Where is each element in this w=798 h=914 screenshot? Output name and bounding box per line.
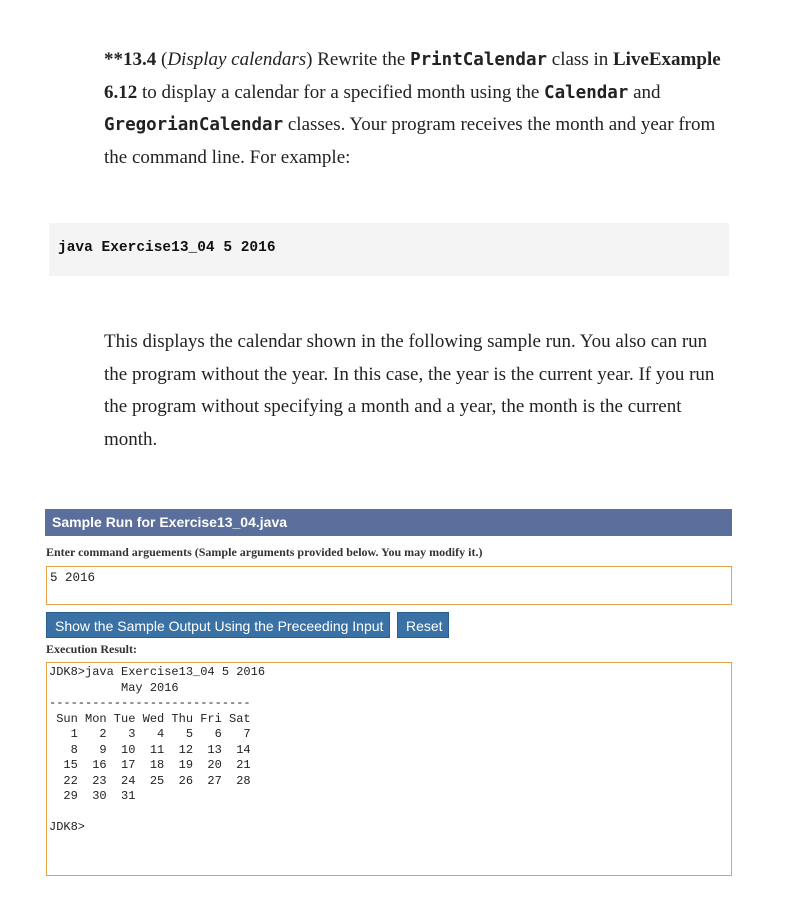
command-example-box [49,223,729,276]
description-paragraph: This displays the calendar shown in the following sample run. You also can run the program without the year. In this case, the year is the current year. If you run the program without specifying a month and a year, the month is the current month. [104,331,715,450]
exercise-topic: Display calendars [167,49,307,70]
exercise-text: and [628,81,661,103]
calendar-class-code: Calendar [544,82,629,103]
exercise-text: to display a calendar for a specified month using the [137,81,545,103]
gregorian-class-code: GregorianCalendar [104,115,284,135]
exercise-description: **13.4 (Display calendars) Rewrite the PrintCalendar class in LiveExample 6.12 to display a calendar for a specified month using the Calendar and GregorianCalendar classes. Your program receives the month and year from the command line. For example: [104,49,721,168]
args-label: Enter command arguements (Sample arguments provided below. You may modify it.) [46,545,483,559]
exercise-number: **13.4 [104,49,157,70]
reference-link: LiveExample 6.12 [104,49,721,103]
command-example: java Exercise13_04 5 2016 [58,240,276,256]
execution-output: JDK8>java Exercise13_04 5 2016 May 2016 ---------------------------- Sun Mon Tue Wed Thu Fri Sat 1 2 3 4 5 6 7 8 9 10 11 12 13 14 15 16 17 18 19 20 21 22 23 24 25 26 27 28 29 30 31 JDK8> [46,662,732,876]
class-name-code: PrintCalendar [410,50,548,70]
args-input[interactable] [46,566,732,605]
show-output-button[interactable]: Show the Sample Output Using the Preceeding Input [46,612,390,638]
exercise-text: Rewrite the [312,49,411,70]
reset-button[interactable]: Reset [397,612,449,638]
execution-result-label: Execution Result: [46,642,137,656]
exercise-text: classes. Your program receives the month and year from the command line. For example: [104,114,716,168]
sample-run-header: Sample Run for Exercise13_04.java [45,509,732,536]
exercise-text: class in [547,49,613,70]
